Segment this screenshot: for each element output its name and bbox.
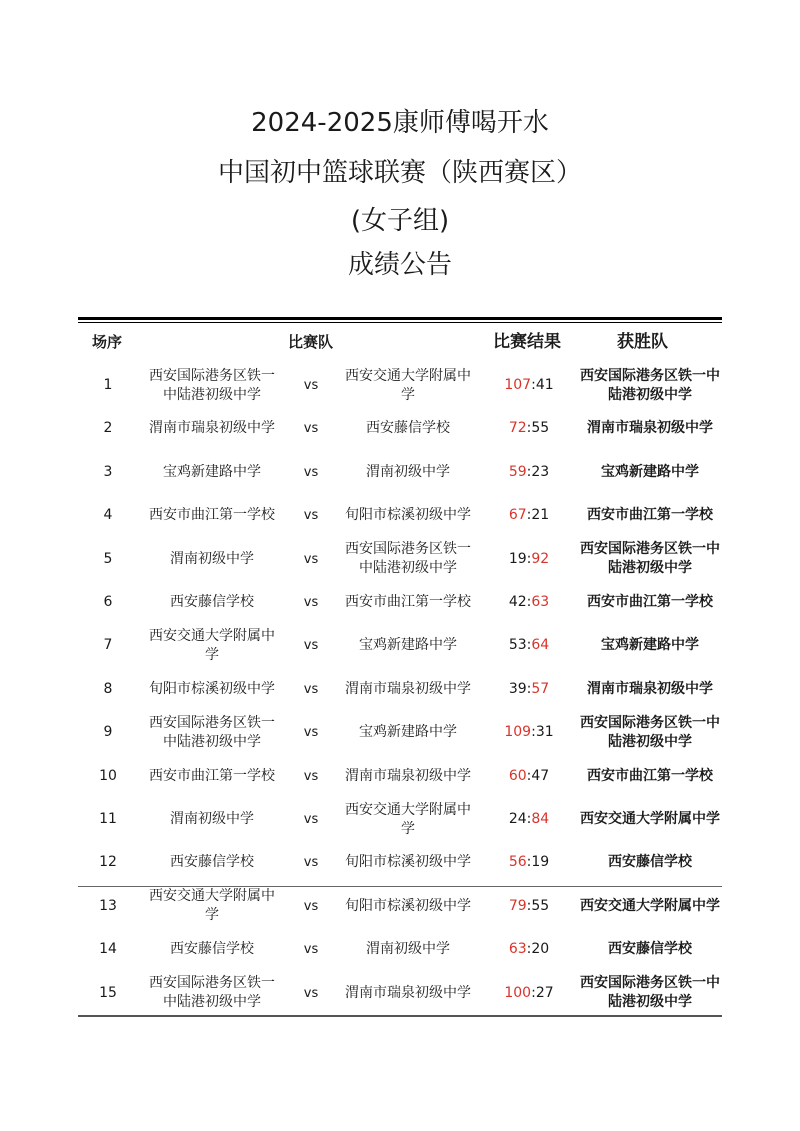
winner-name: 西安市曲江第一学校 — [587, 507, 713, 524]
team-a-name: 宝鸡新建路中学 — [163, 463, 261, 480]
score-wrap — [509, 636, 549, 655]
score-b: 55 — [531, 897, 550, 914]
team-b-name: 西安藤信学校 — [366, 420, 450, 437]
vs-label: vs — [303, 898, 319, 914]
score-wrap — [509, 680, 549, 699]
score-a: 63 — [508, 941, 527, 958]
score-separator: : — [531, 724, 536, 741]
match-score — [482, 668, 576, 711]
score-wrap — [509, 940, 549, 959]
winner-name: 渭南市瑞泉初级中学 — [587, 420, 713, 437]
score-b: 64 — [531, 637, 550, 654]
header-winner: 获胜队 — [617, 332, 668, 352]
score-b: 63 — [531, 594, 550, 610]
match-score — [482, 798, 576, 841]
score-separator: : — [526, 550, 532, 567]
match-seq: 15 — [99, 984, 117, 1001]
score-b: 23 — [531, 463, 550, 480]
header-seq: 场序 — [92, 333, 123, 351]
score-b: 92 — [531, 550, 550, 567]
score-separator: : — [526, 507, 532, 524]
winner-name: 西安国际港务区铁一中陆港初级中学 — [580, 975, 720, 1011]
team-a-name: 西安市曲江第一学校 — [149, 767, 275, 784]
team-b-name: 西安市曲江第一学校 — [345, 594, 471, 610]
score-wrap — [509, 506, 549, 525]
match-seq: 2 — [103, 420, 113, 437]
score-a: 109 — [504, 724, 532, 741]
team-b-name: 宝鸡新建路中学 — [359, 724, 457, 741]
header-result: 比赛结果 — [493, 332, 561, 352]
score-separator: : — [526, 854, 532, 871]
score-a: 100 — [504, 984, 532, 1001]
team-a-name: 渭南市瑞泉初级中学 — [149, 420, 275, 437]
match-seq: 6 — [103, 594, 113, 610]
score-b: 57 — [531, 680, 550, 697]
table-top-rule-thin — [78, 322, 722, 323]
score-a: 53 — [508, 637, 527, 654]
team-a-name: 旬阳市棕溪初级中学 — [149, 680, 275, 697]
team-a-name: 西安藤信学校 — [170, 941, 254, 958]
match-score — [482, 364, 576, 407]
winner-name: 西安国际港务区铁一中陆港初级中学 — [580, 541, 720, 577]
team-b-name: 渭南初级中学 — [366, 941, 450, 958]
winner-name: 西安藤信学校 — [608, 941, 692, 958]
table-row — [78, 798, 722, 841]
score-a: 24 — [508, 811, 527, 827]
vs-label: vs — [303, 595, 319, 610]
vs-label: vs — [303, 768, 319, 784]
match-score — [482, 494, 576, 537]
vs-label: vs — [303, 508, 319, 524]
winner-name: 西安交通大学附属中学 — [580, 897, 720, 914]
winner-name: 宝鸡新建路中学 — [601, 463, 699, 480]
score-b: 55 — [531, 420, 550, 437]
score-a: 56 — [508, 854, 527, 871]
score-wrap — [504, 984, 553, 1003]
winner-name: 西安藤信学校 — [608, 854, 692, 871]
table-row — [78, 451, 722, 494]
title-line-3: (女子组) — [350, 206, 450, 236]
score-wrap — [509, 463, 549, 482]
match-score — [482, 972, 576, 1015]
title-line-1: 2024-2025康师傅喝开水 — [251, 108, 549, 138]
vs-label: vs — [303, 725, 319, 741]
team-a-name: 西安藤信学校 — [170, 594, 254, 610]
team-b-name: 西安交通大学附属中学 — [345, 801, 471, 837]
score-a: 79 — [508, 897, 527, 914]
score-b: 47 — [531, 767, 550, 784]
match-score — [482, 538, 576, 581]
score-wrap — [509, 593, 549, 612]
score-a: 60 — [508, 767, 527, 784]
score-b: 20 — [531, 941, 550, 958]
team-b-name: 渭南市瑞泉初级中学 — [345, 767, 471, 784]
score-separator: : — [526, 811, 532, 827]
score-separator: : — [526, 680, 532, 697]
team-a-name: 渭南初级中学 — [170, 811, 254, 827]
header-teams: 比赛队 — [288, 333, 334, 351]
team-a-name: 西安国际港务区铁一中陆港初级中学 — [149, 367, 275, 403]
title-line-2: 中国初中篮球联赛（陕西赛区） — [217, 158, 582, 188]
score-wrap — [509, 853, 549, 872]
match-seq: 3 — [103, 463, 113, 480]
score-wrap — [509, 767, 549, 786]
table-row — [78, 364, 722, 407]
vs-label: vs — [303, 421, 319, 437]
match-score — [482, 755, 576, 798]
score-b: 27 — [535, 984, 554, 1001]
table-section-rule — [78, 886, 722, 887]
score-a: 19 — [508, 550, 527, 567]
team-b-name: 宝鸡新建路中学 — [359, 637, 457, 654]
vs-label: vs — [303, 551, 319, 567]
winner-name: 西安交通大学附属中学 — [580, 811, 720, 827]
score-a: 67 — [508, 507, 527, 524]
team-a-name: 西安交通大学附属中学 — [149, 888, 275, 924]
team-b-name: 渭南市瑞泉初级中学 — [345, 984, 471, 1001]
score-wrap — [509, 550, 549, 569]
match-seq: 1 — [103, 377, 113, 393]
table-bottom-rule — [78, 1015, 722, 1017]
score-b: 21 — [531, 507, 550, 524]
vs-label: vs — [303, 378, 319, 393]
table-row — [78, 494, 722, 537]
team-b-name: 旬阳市棕溪初级中学 — [345, 507, 471, 524]
team-a-name: 西安国际港务区铁一中陆港初级中学 — [149, 714, 275, 750]
score-separator: : — [526, 594, 532, 610]
match-seq: 8 — [103, 680, 113, 697]
table-row — [78, 711, 722, 754]
team-a-name: 西安交通大学附属中学 — [149, 627, 275, 663]
match-score — [482, 711, 576, 754]
vs-label: vs — [303, 942, 319, 958]
vs-label: vs — [303, 464, 319, 480]
match-score — [482, 928, 576, 971]
title-line-4: 成绩公告 — [347, 250, 452, 280]
score-b: 31 — [535, 724, 554, 741]
team-a-name: 西安藤信学校 — [170, 854, 254, 871]
winner-name: 西安市曲江第一学校 — [587, 767, 713, 784]
table-row — [78, 624, 722, 667]
match-score — [482, 451, 576, 494]
score-b: 19 — [531, 854, 550, 871]
score-b: 41 — [535, 377, 554, 393]
score-a: 59 — [508, 463, 527, 480]
score-separator: : — [531, 377, 536, 393]
table-row — [78, 972, 722, 1015]
match-seq: 10 — [99, 767, 117, 784]
score-separator: : — [526, 420, 532, 437]
team-b-name: 西安交通大学附属中学 — [345, 367, 471, 403]
score-separator: : — [526, 897, 532, 914]
vs-label: vs — [303, 812, 319, 827]
winner-name: 西安市曲江第一学校 — [587, 594, 713, 610]
table-row — [78, 755, 722, 798]
match-seq: 14 — [99, 941, 117, 958]
team-b-name: 西安国际港务区铁一中陆港初级中学 — [345, 541, 471, 577]
match-seq: 13 — [99, 897, 117, 914]
score-wrap — [509, 810, 549, 829]
team-b-name: 渭南市瑞泉初级中学 — [345, 680, 471, 697]
winner-name: 西安国际港务区铁一中陆港初级中学 — [580, 714, 720, 750]
match-score — [482, 581, 576, 624]
score-a: 42 — [508, 594, 527, 610]
team-a-name: 西安国际港务区铁一中陆港初级中学 — [149, 975, 275, 1011]
match-seq: 7 — [103, 637, 113, 654]
team-b-name: 渭南初级中学 — [366, 463, 450, 480]
match-seq: 5 — [103, 550, 113, 567]
match-score — [482, 885, 576, 928]
vs-label: vs — [303, 681, 319, 697]
score-separator: : — [531, 984, 536, 1001]
table-row — [78, 928, 722, 971]
score-separator: : — [526, 463, 532, 480]
team-b-name: 旬阳市棕溪初级中学 — [345, 897, 471, 914]
score-a: 107 — [504, 377, 532, 393]
table-row — [78, 581, 722, 624]
table-row — [78, 407, 722, 450]
match-score — [482, 841, 576, 884]
match-score — [482, 407, 576, 450]
winner-name: 渭南市瑞泉初级中学 — [587, 680, 713, 697]
score-b: 84 — [531, 811, 550, 827]
team-a-name: 西安市曲江第一学校 — [149, 507, 275, 524]
match-seq: 11 — [99, 811, 117, 827]
match-seq: 4 — [103, 507, 113, 524]
team-a-name: 渭南初级中学 — [170, 550, 254, 567]
match-score — [482, 624, 576, 667]
score-wrap — [509, 419, 549, 438]
winner-name: 宝鸡新建路中学 — [601, 637, 699, 654]
score-a: 72 — [508, 420, 527, 437]
vs-label: vs — [303, 638, 319, 654]
vs-label: vs — [303, 855, 319, 871]
score-separator: : — [526, 767, 532, 784]
vs-label: vs — [303, 985, 319, 1001]
match-seq: 9 — [103, 724, 113, 741]
table-row — [78, 841, 722, 884]
score-wrap — [504, 376, 553, 395]
match-seq: 12 — [99, 854, 117, 871]
score-separator: : — [526, 941, 532, 958]
table-top-rule — [78, 317, 722, 320]
table-row — [78, 885, 722, 928]
winner-name: 西安国际港务区铁一中陆港初级中学 — [580, 367, 720, 403]
table-row — [78, 668, 722, 711]
score-wrap — [504, 723, 553, 742]
table-row — [78, 538, 722, 581]
team-b-name: 旬阳市棕溪初级中学 — [345, 854, 471, 871]
score-a: 39 — [508, 680, 527, 697]
score-separator: : — [526, 637, 532, 654]
score-wrap — [509, 897, 549, 916]
